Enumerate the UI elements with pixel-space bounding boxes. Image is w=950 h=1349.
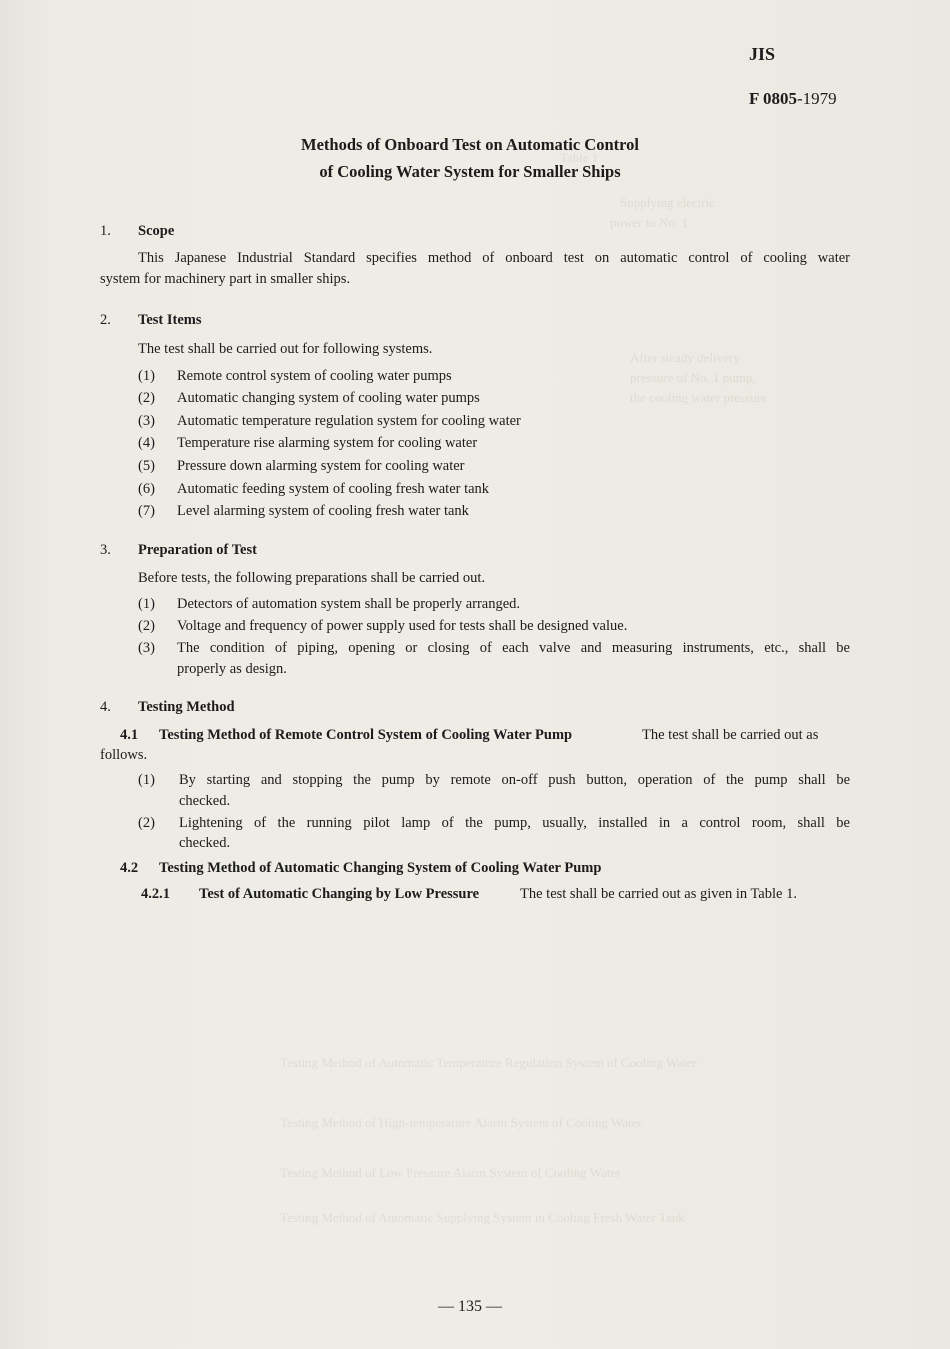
subsection-4-1-continuation: follows. [100,747,148,763]
list-item-number: (3) [138,640,155,656]
section-2-number: 2. [100,312,111,328]
list-item: Automatic changing system of cooling water pumps [177,390,480,406]
section-3-heading: Preparation of Test [138,542,257,558]
subsection-4-2-heading: Testing Method of Automatic Changing System of Cooling Water Pump [159,860,602,876]
list-item: Voltage and frequency of power supply used for tests shall be designed value. [177,618,628,634]
section-2-heading: Test Items [138,312,202,328]
list-item: Level alarming system of cooling fresh water tank [177,503,469,519]
list-item-continuation: checked. [179,793,231,809]
test-items-intro: The test shall be carried out for following systems. [138,341,433,357]
list-item-continuation: checked. [179,835,231,851]
section-4-heading: Testing Method [138,699,235,715]
title-line-1: Methods of Onboard Test on Automatic Control [301,135,639,154]
page-number: — 135 — [438,1298,502,1315]
document-number [749,89,837,109]
list-item: By starting and stopping the pump by remote on-off push button, operation of the pump shall be [179,772,850,788]
list-item-number: (4) [138,435,155,451]
subsection-4-2-1-heading: Test of Automatic Changing by Low Pressure [199,886,480,902]
list-item: Detectors of automation system shall be properly arranged. [177,596,521,612]
scope-paragraph-line-2: system for machinery part in smaller ships. [100,271,351,287]
section-1-number: 1. [100,223,111,239]
standard-label: JIS [749,44,776,64]
list-item-number: (2) [138,390,155,406]
list-item: Remote control system of cooling water pumps [177,368,452,384]
document-year: -1979 [797,89,837,108]
section-1-heading: Scope [138,223,175,239]
list-item: Pressure down alarming system for cooling water [177,458,465,474]
list-item-number: (2) [138,618,155,634]
scope-paragraph-line-1: This Japanese Industrial Standard specifies method of onboard test on automatic control of cooling water [138,250,850,266]
preparation-intro: Before tests, the following preparations shall be carried out. [138,570,486,586]
list-item-number: (5) [138,458,155,474]
subsection-4-1-heading: Testing Method of Remote Control System of Cooling Water Pump [159,727,573,743]
list-item-number: (2) [138,815,155,831]
list-item-number: (6) [138,481,155,497]
title-line-2: of Cooling Water System for Smaller Ships [319,162,621,181]
subsection-4-2-number: 4.2 [120,860,139,876]
subsection-4-1-number: 4.1 [120,727,139,743]
list-item-continuation: properly as design. [177,661,287,677]
document-page: Table 1 Supplying electric power to No. 1 After steady delivery pressure of No. 1 pump, the cooling water pressure Testing Method of Automatic Temperature Regulation System of Cooling Water Testing Method of High-temperature Alarm System of Cooling Water Testing Method of Low Pressure Alarm System of Cooling Water Testing Method of Automatic Supplying System in Cooling Fresh Water Tank JIS F 0805-1979 Methods of Onboard Test on Automatic Control of Cooling Water System for Smaller Ships 1. Scope This Japanese Industrial Standard specifies method of onboard test on automatic control of cooling water system for machinery part in smaller ships. 2. Test Items The test shall be carried out for following systems. (1) Remote control system of cooling water pumps (2) Automatic changing system of cooling water pumps (3) Automatic temperature regulation system for cooling water (4) Temperature rise alarming system for cooling water (5) Pressure down alarming system for cooling water (6) Automatic feeding system of cooling fresh water tank (7) Level alarming system of cooling fresh water tank 3. Preparation of Test Before tests, the following preparations shall be carried out. (1) Detectors of automation system shall be properly arranged. (2) Voltage and frequency of power supply used for tests shall be designed value. (3) The condition of piping, opening or closing of each valve and measuring instruments, etc., shall be properly as design. 4. Testing Method 4.1 Testing Method of Remote Control System of Cooling Water Pump The test shall be carried out as follows. (1) By starting and stopping the pump by remote on-off push button, operation of the pump shall be checked. (2) Lightening of the running pilot lamp of the pump, usually, installed in a control room, shall be checked. 4.2 Testing Method of Automatic Changing System of Cooling Water Pump 4.2.1 Test of Automatic Changing by Low Pressure The test shall be carried out as given in Table 1. — 135 — [0,0,950,1349]
list-item-number: (7) [138,503,155,519]
section-4-number: 4. [100,699,111,715]
list-item: Automatic feeding system of cooling fresh water tank [177,481,490,497]
list-item-number: (1) [138,596,155,612]
subsection-4-2-1-text: The test shall be carried out as given in Table 1. [520,886,797,902]
subsection-4-1-text: The test shall be carried out as [642,727,819,743]
list-item-number: (3) [138,413,155,429]
subsection-4-2-1-number: 4.2.1 [141,886,170,902]
list-item: The condition of piping, opening or closing of each valve and measuring instruments, etc., shall be [177,640,850,656]
list-item-number: (1) [138,368,155,384]
list-item: Temperature rise alarming system for cooling water [177,435,478,451]
document-code: F 0805 [749,89,798,108]
list-item-number: (1) [138,772,155,788]
list-item: Lightening of the running pilot lamp of the pump, usually, installed in a control room, shall be [179,815,850,831]
section-3-number: 3. [100,542,111,558]
list-item: Automatic temperature regulation system for cooling water [177,413,521,429]
